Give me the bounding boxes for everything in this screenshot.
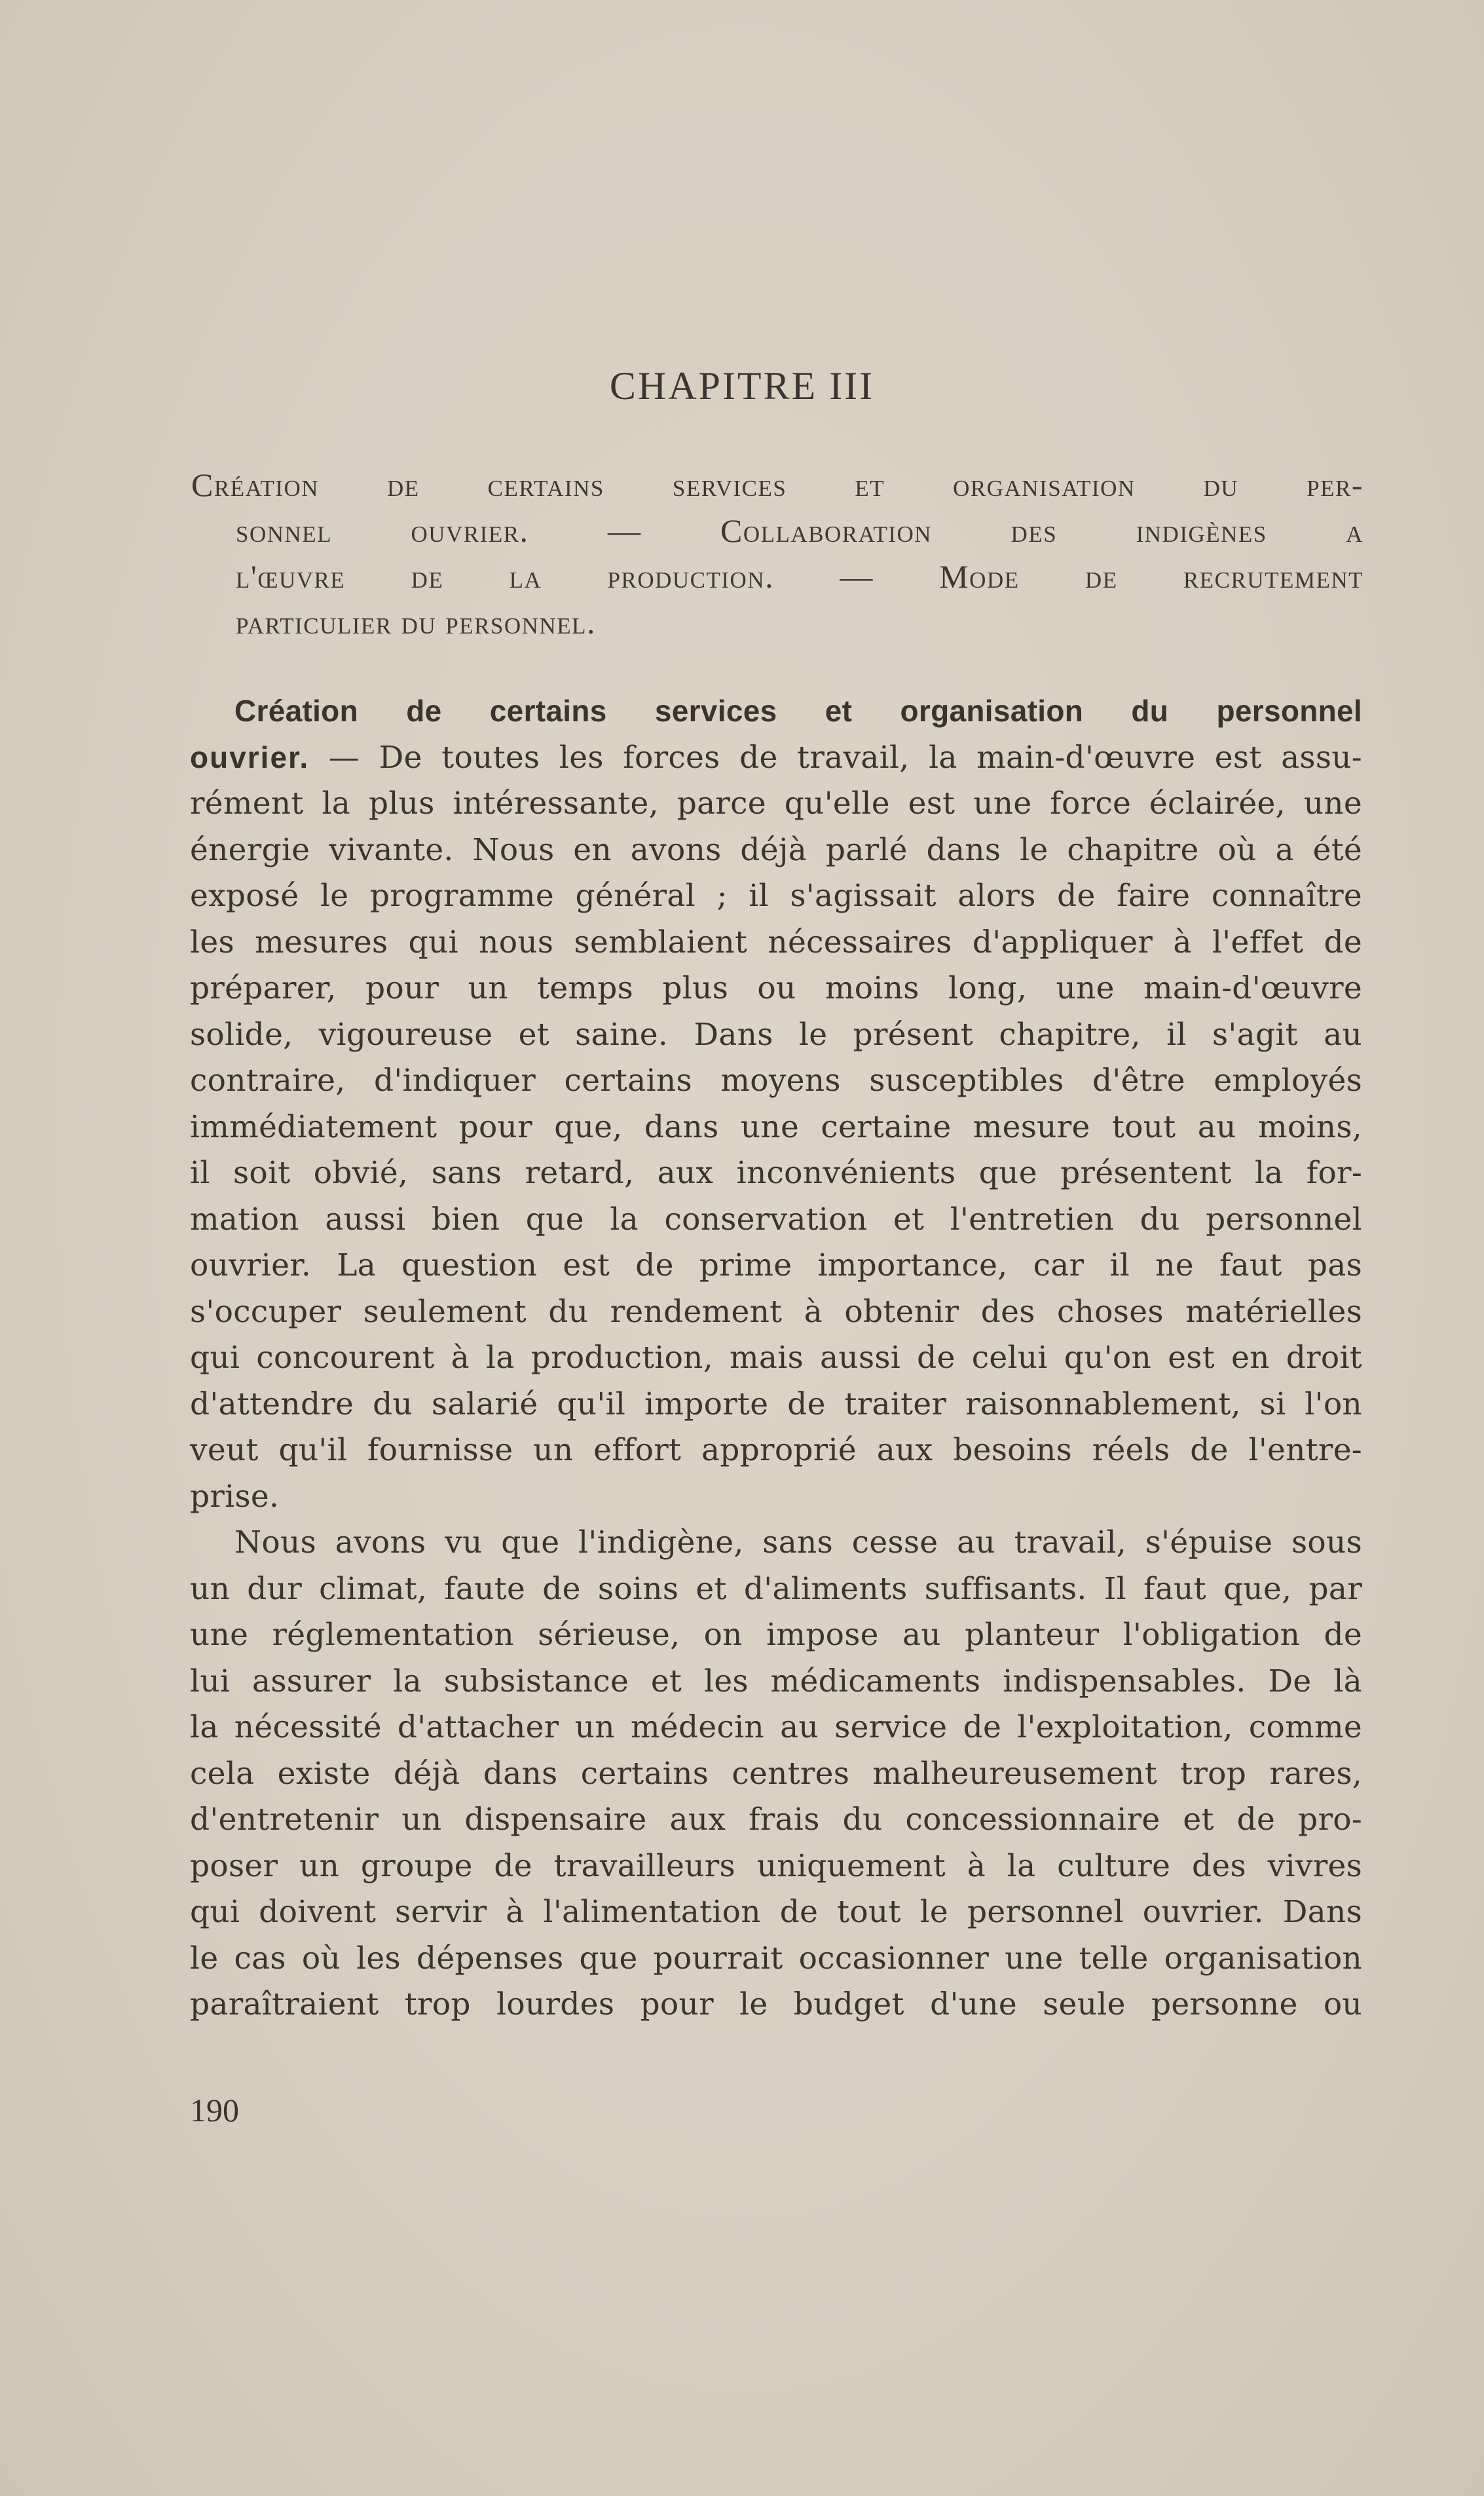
paragraph-text: — De toutes les forces de travail, la main-d'œuvre est assu- <box>309 739 1362 776</box>
paragraph-line: prise. <box>190 1478 280 1515</box>
section-heading-continued <box>190 734 1362 782</box>
summary-line: l'œuvre de la production. — Mode de recrutement <box>236 558 1363 595</box>
paragraph-line: préparer, pour un temps plus ou moins long, une main-d'œuvre <box>190 970 1362 1006</box>
paragraph-line: veut qu'il fournisse un effort approprié aux besoins réels de l'entre- <box>190 1432 1362 1468</box>
summary-line: Création de certains services et organisation du per- <box>191 466 1363 503</box>
summary-line: particulier du personnel. <box>236 604 596 641</box>
section-heading: Création de certains services et organisation du personnel <box>234 694 1362 728</box>
chapter-summary <box>191 462 1363 645</box>
paragraph-line: rément la plus intéressante, parce qu'elle est une force éclairée, une <box>190 785 1362 822</box>
paragraph-line: une réglementation sérieuse, on impose au planteur l'obligation de <box>190 1617 1362 1653</box>
paragraph-line: s'occuper seulement du rendement à obtenir des choses matérielles <box>190 1293 1362 1330</box>
paragraph-line: le cas où les dépenses que pourrait occasionner une telle organisation <box>190 1940 1362 1976</box>
paragraph-line: mation aussi bien que la conservation et l'entretien du personnel <box>190 1201 1362 1238</box>
paragraph-line: lui assurer la subsistance et les médicaments indispensables. De là <box>190 1663 1362 1699</box>
paragraph-line: énergie vivante. Nous en avons déjà parlé dans le chapitre où a été <box>190 831 1362 868</box>
page-number: 190 <box>190 2092 239 2128</box>
paragraph-line: les mesures qui nous semblaient nécessaires d'appliquer à l'effet de <box>190 924 1362 960</box>
paragraph-line: Nous avons vu que l'indigène, sans cesse au travail, s'épuise sous <box>234 1524 1362 1560</box>
paragraph-line: contraire, d'indiquer certains moyens susceptibles d'être employés <box>190 1063 1362 1099</box>
paragraph-line: solide, vigoureuse et saine. Dans le présent chapitre, il s'agit au <box>190 1016 1362 1053</box>
body-text <box>190 688 1362 2028</box>
paragraph-line: d'entretenir un dispensaire aux frais du concessionnaire et de pro- <box>190 1802 1362 1838</box>
summary-line: sonnel ouvrier. — Collaboration des indigènes a <box>236 512 1363 549</box>
paragraph-line: paraîtraient trop lourdes pour le budget d'une seule personne ou <box>190 1986 1362 2022</box>
paragraph-line: un dur climat, faute de soins et d'aliments suffisants. Il faut que, par <box>190 1570 1362 1607</box>
paragraph-line: immédiatement pour que, dans une certaine mesure tout au moins, <box>190 1108 1362 1145</box>
section-heading-end: ouvrier. <box>190 740 310 774</box>
paragraph-line: d'attendre du salarié qu'il importe de traiter raisonnablement, si l'on <box>190 1386 1362 1422</box>
paragraph-line: qui doivent servir à l'alimentation de tout le personnel ouvrier. Dans <box>190 1894 1362 1930</box>
paragraph-line: poser un groupe de travailleurs uniquement à la culture des vivres <box>190 1847 1362 1884</box>
paragraph-line: la nécessité d'attacher un médecin au service de l'exploitation, comme <box>190 1709 1362 1745</box>
chapter-title: CHAPITRE III <box>609 364 875 407</box>
paragraph-line: qui concourent à la production, mais aussi de celui qu'on est en droit <box>190 1340 1362 1376</box>
paragraph-line: il soit obvié, sans retard, aux inconvénients que présentent la for- <box>190 1155 1362 1191</box>
paragraph-line: ouvrier. La question est de prime importance, car il ne faut pas <box>190 1247 1362 1283</box>
paragraph-line: cela existe déjà dans certains centres malheureusement trop rares, <box>190 1755 1362 1792</box>
paragraph-line: exposé le programme général ; il s'agissait alors de faire connaître <box>190 878 1362 914</box>
